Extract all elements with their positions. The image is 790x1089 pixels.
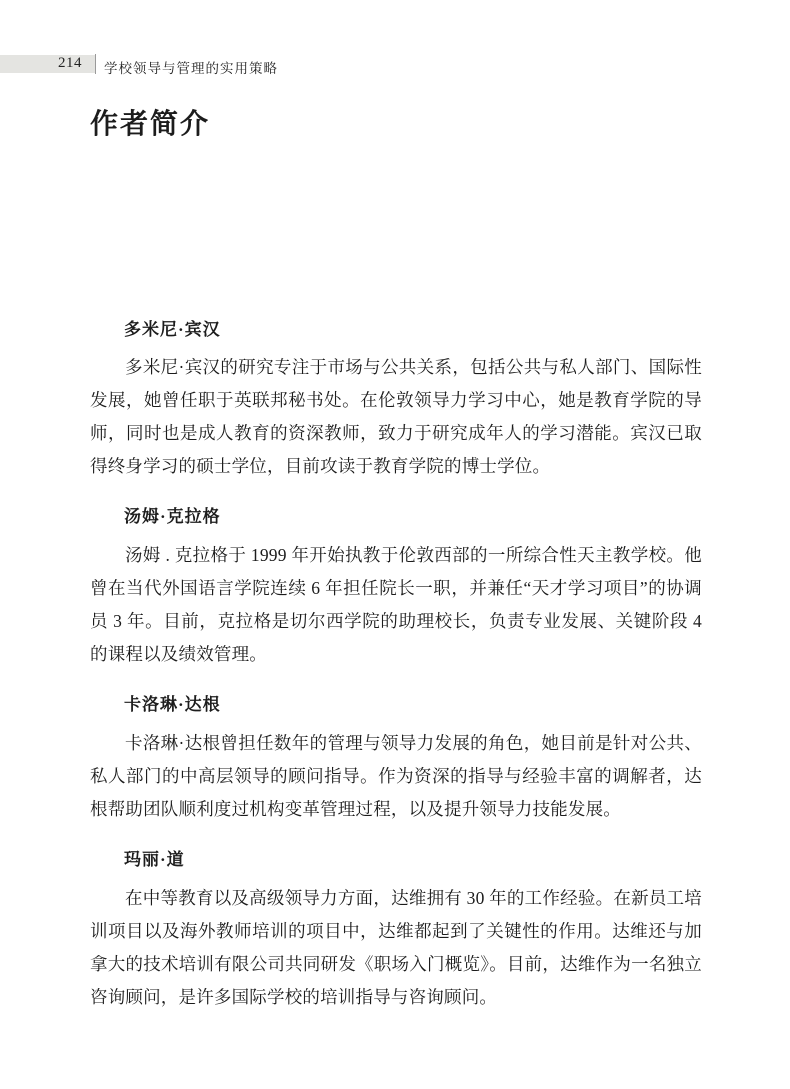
author-name-heading: 卡洛琳·达根 [124, 695, 221, 715]
page-number: 214 [58, 55, 82, 71]
author-section [90, 318, 702, 484]
page-title: 作者简介 [90, 109, 211, 140]
author-bio: 多米尼·宾汉的研究专注于市场与公共关系，包括公共与私人部门、国际性发展，她曾任职于英联邦秘书处。在伦敦领导力学习中心，她是教育学院的导师，同时也是成人教育的资深教师，致力于研究成年人的学习潜能。宾汉已取得终身学习的硕士学位，目前攻读于教育学院的博士学位。 [90, 357, 702, 477]
author-bio: 在中等教育以及高级领导力方面，达维拥有 30 年的工作经验。在新员工培训项目以及海外教师培训的项目中，达维都起到了关键性的作用。达维还与加拿大的技术培训有限公司共同研发《职场入门概览》。目前，达维作为一名独立咨询顾问，是许多国际学校的培训指导与咨询顾问。 [90, 887, 702, 1007]
author-bio: 卡洛琳·达根曾担任数年的管理与领导力发展的角色，她目前是针对公共、私人部门的中高层领导的顾问指导。作为资深的指导与经验丰富的调解者，达根帮助团队顺利度过机构变革管理过程，以及提升领导力技能发展。 [90, 732, 702, 819]
author-section [90, 848, 702, 1014]
author-name-heading: 玛丽·道 [124, 849, 185, 869]
book-title: 学校领导与管理的实用策略 [104, 61, 278, 76]
main-column [90, 0, 702, 1014]
author-name-heading: 汤姆·克拉格 [124, 507, 221, 527]
author-section [90, 505, 702, 671]
author-name-heading: 多米尼·宾汉 [124, 319, 221, 339]
author-bio: 汤姆 . 克拉格于 1999 年开始执教于伦敦西部的一所综合性天主教学校。他曾在当代外国语言学院连续 6 年担任院长一职，并兼任“天才学习项目”的协调员 3 年。目前，克拉格是切尔西学院的助理校长，负责专业发展、关键阶段 4 的课程以及绩效管理。 [90, 545, 702, 665]
author-section [90, 693, 702, 826]
